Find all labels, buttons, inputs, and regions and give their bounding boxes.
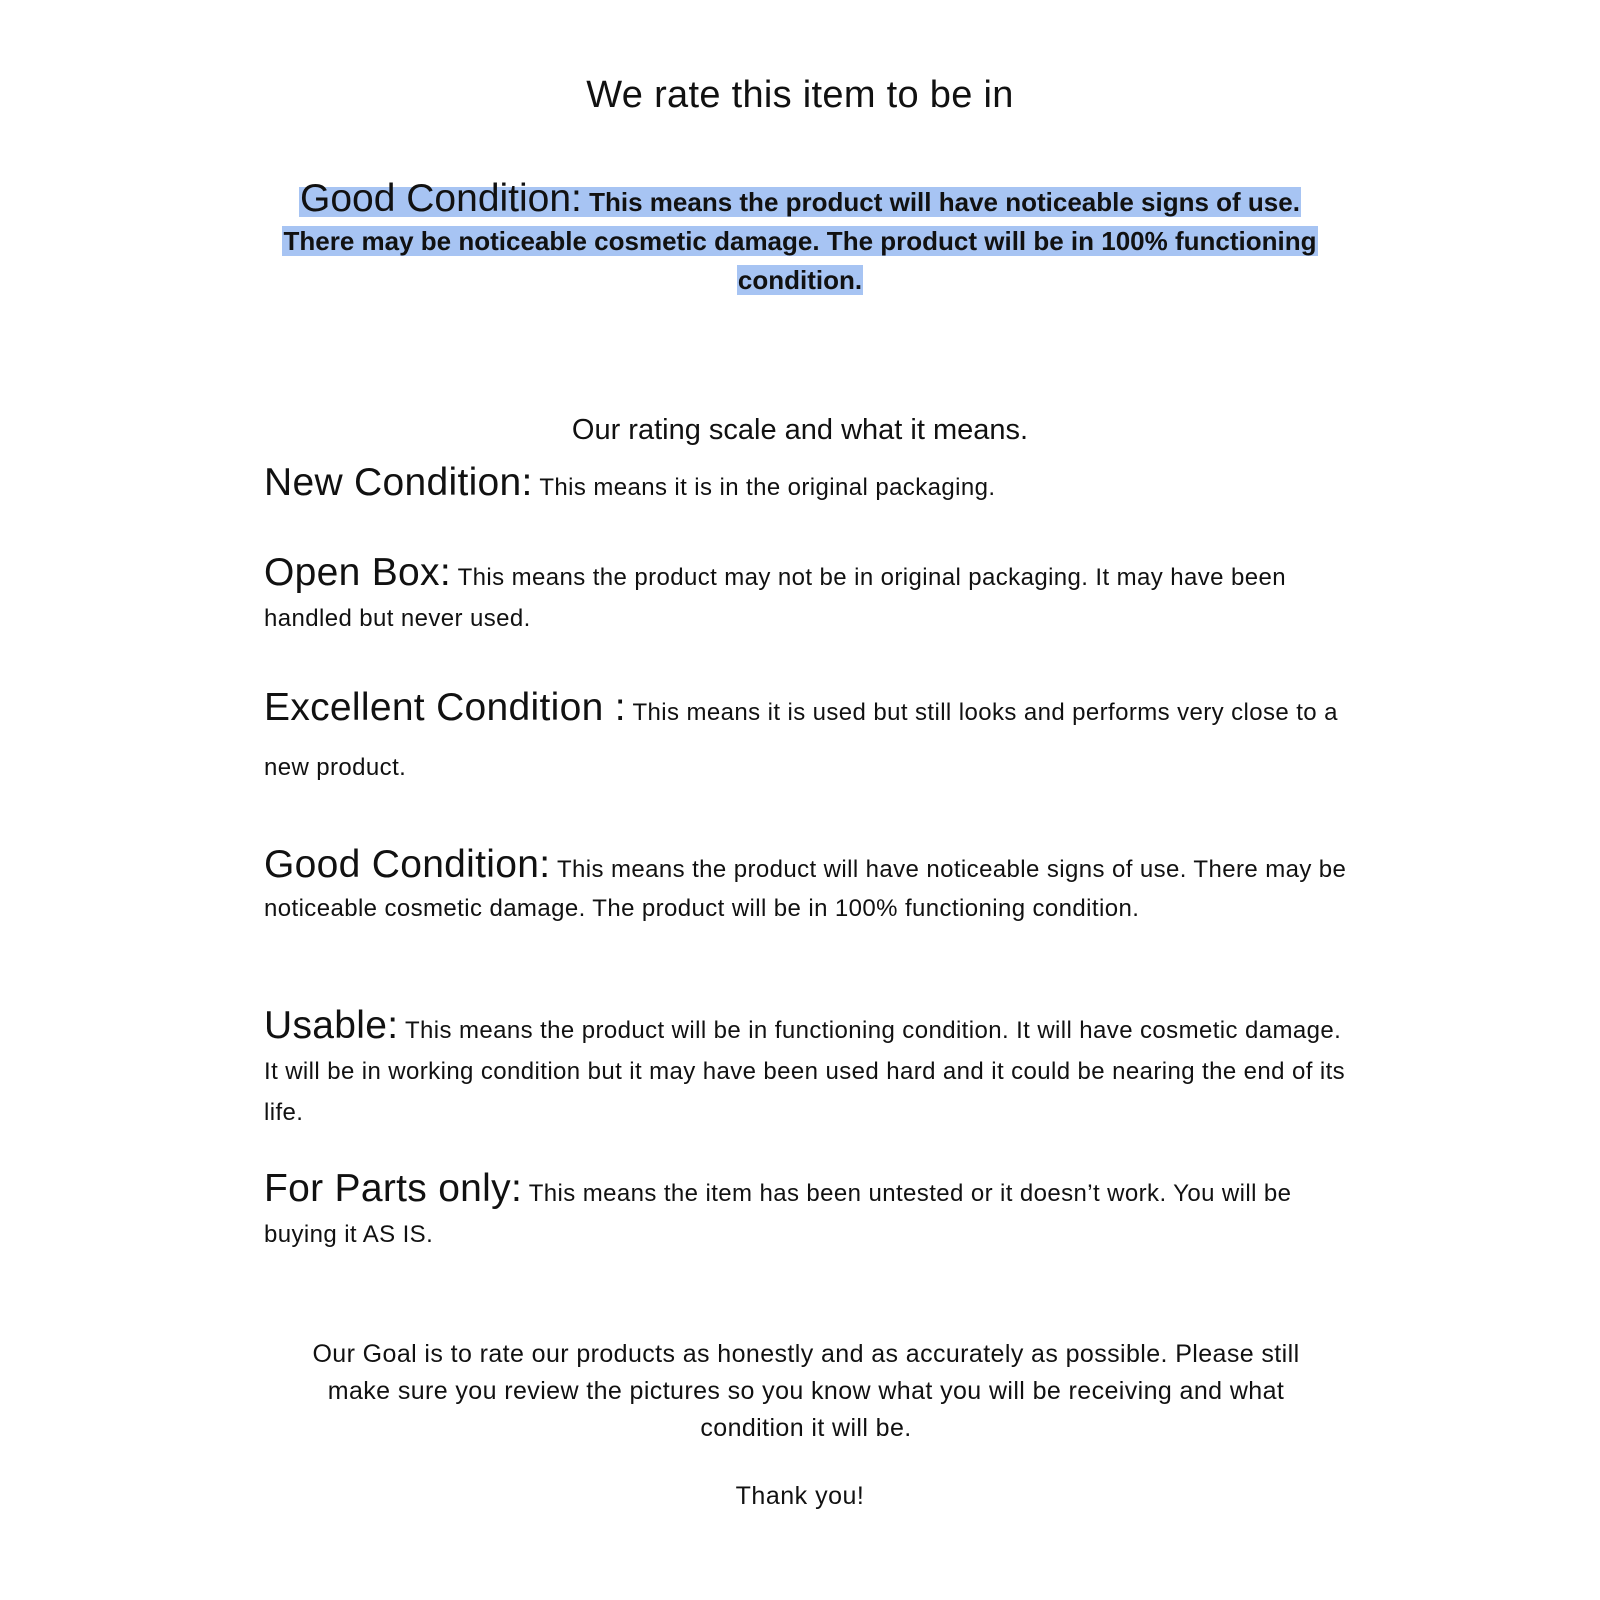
rating-term: For Parts only: [264,1167,523,1210]
rating-term: New Condition: [264,461,533,504]
rating-good-condition [264,845,1354,928]
rating-description: This means the product may not be in original packaging. It may have been handled but never used. [264,564,1286,632]
rating-description: This means it is in the original packaging. [539,474,996,501]
rating-description: This means the product will be in functioning condition. It will have cosmetic damage. It will be in working condition but it may have been used hard and it could be nearing the end of its life. [264,1017,1346,1126]
rating-term: Open Box: [264,551,451,594]
rating-usable [264,1005,1354,1133]
rating-term: Good Condition: [264,843,551,886]
rating-description: This means it is used but still looks and performs very close to a new product. [264,699,1338,781]
rating-scale-title: Our rating scale and what it means. [571,414,1029,446]
rating-open-box [264,552,1354,639]
goal-statement: Our Goal is to rate our products as honestly and as accurately as possible. Please still make sure you review the pictures so you know what you will be receiving and what condition it will be. [312,1340,1300,1442]
current-rating [280,179,1320,300]
rating-description: This means the item has been untested or it doesn’t work. You will be buying it AS IS. [264,1180,1292,1248]
page-heading: We rate this item to be in [586,74,1014,116]
rating-new-condition [264,462,1354,508]
current-rating-term: Good Condition: [300,177,582,220]
rating-for-parts-only [264,1168,1354,1255]
thank-you-note: Thank you! [735,1482,865,1510]
rating-term: Excellent Condition : [264,686,626,729]
rating-description: This means the product will have noticeable signs of use. There may be noticeable cosmetic damage. The product will be in 100% functioning condition. [264,856,1347,922]
current-rating-description: This means the product will have noticeable signs of use. There may be noticeable cosmetic damage. The product will be in 100% functioning condition. [283,187,1317,295]
highlighted-rating-text [282,177,1317,295]
rating-term: Usable: [264,1004,399,1047]
rating-excellent-condition [264,680,1354,795]
